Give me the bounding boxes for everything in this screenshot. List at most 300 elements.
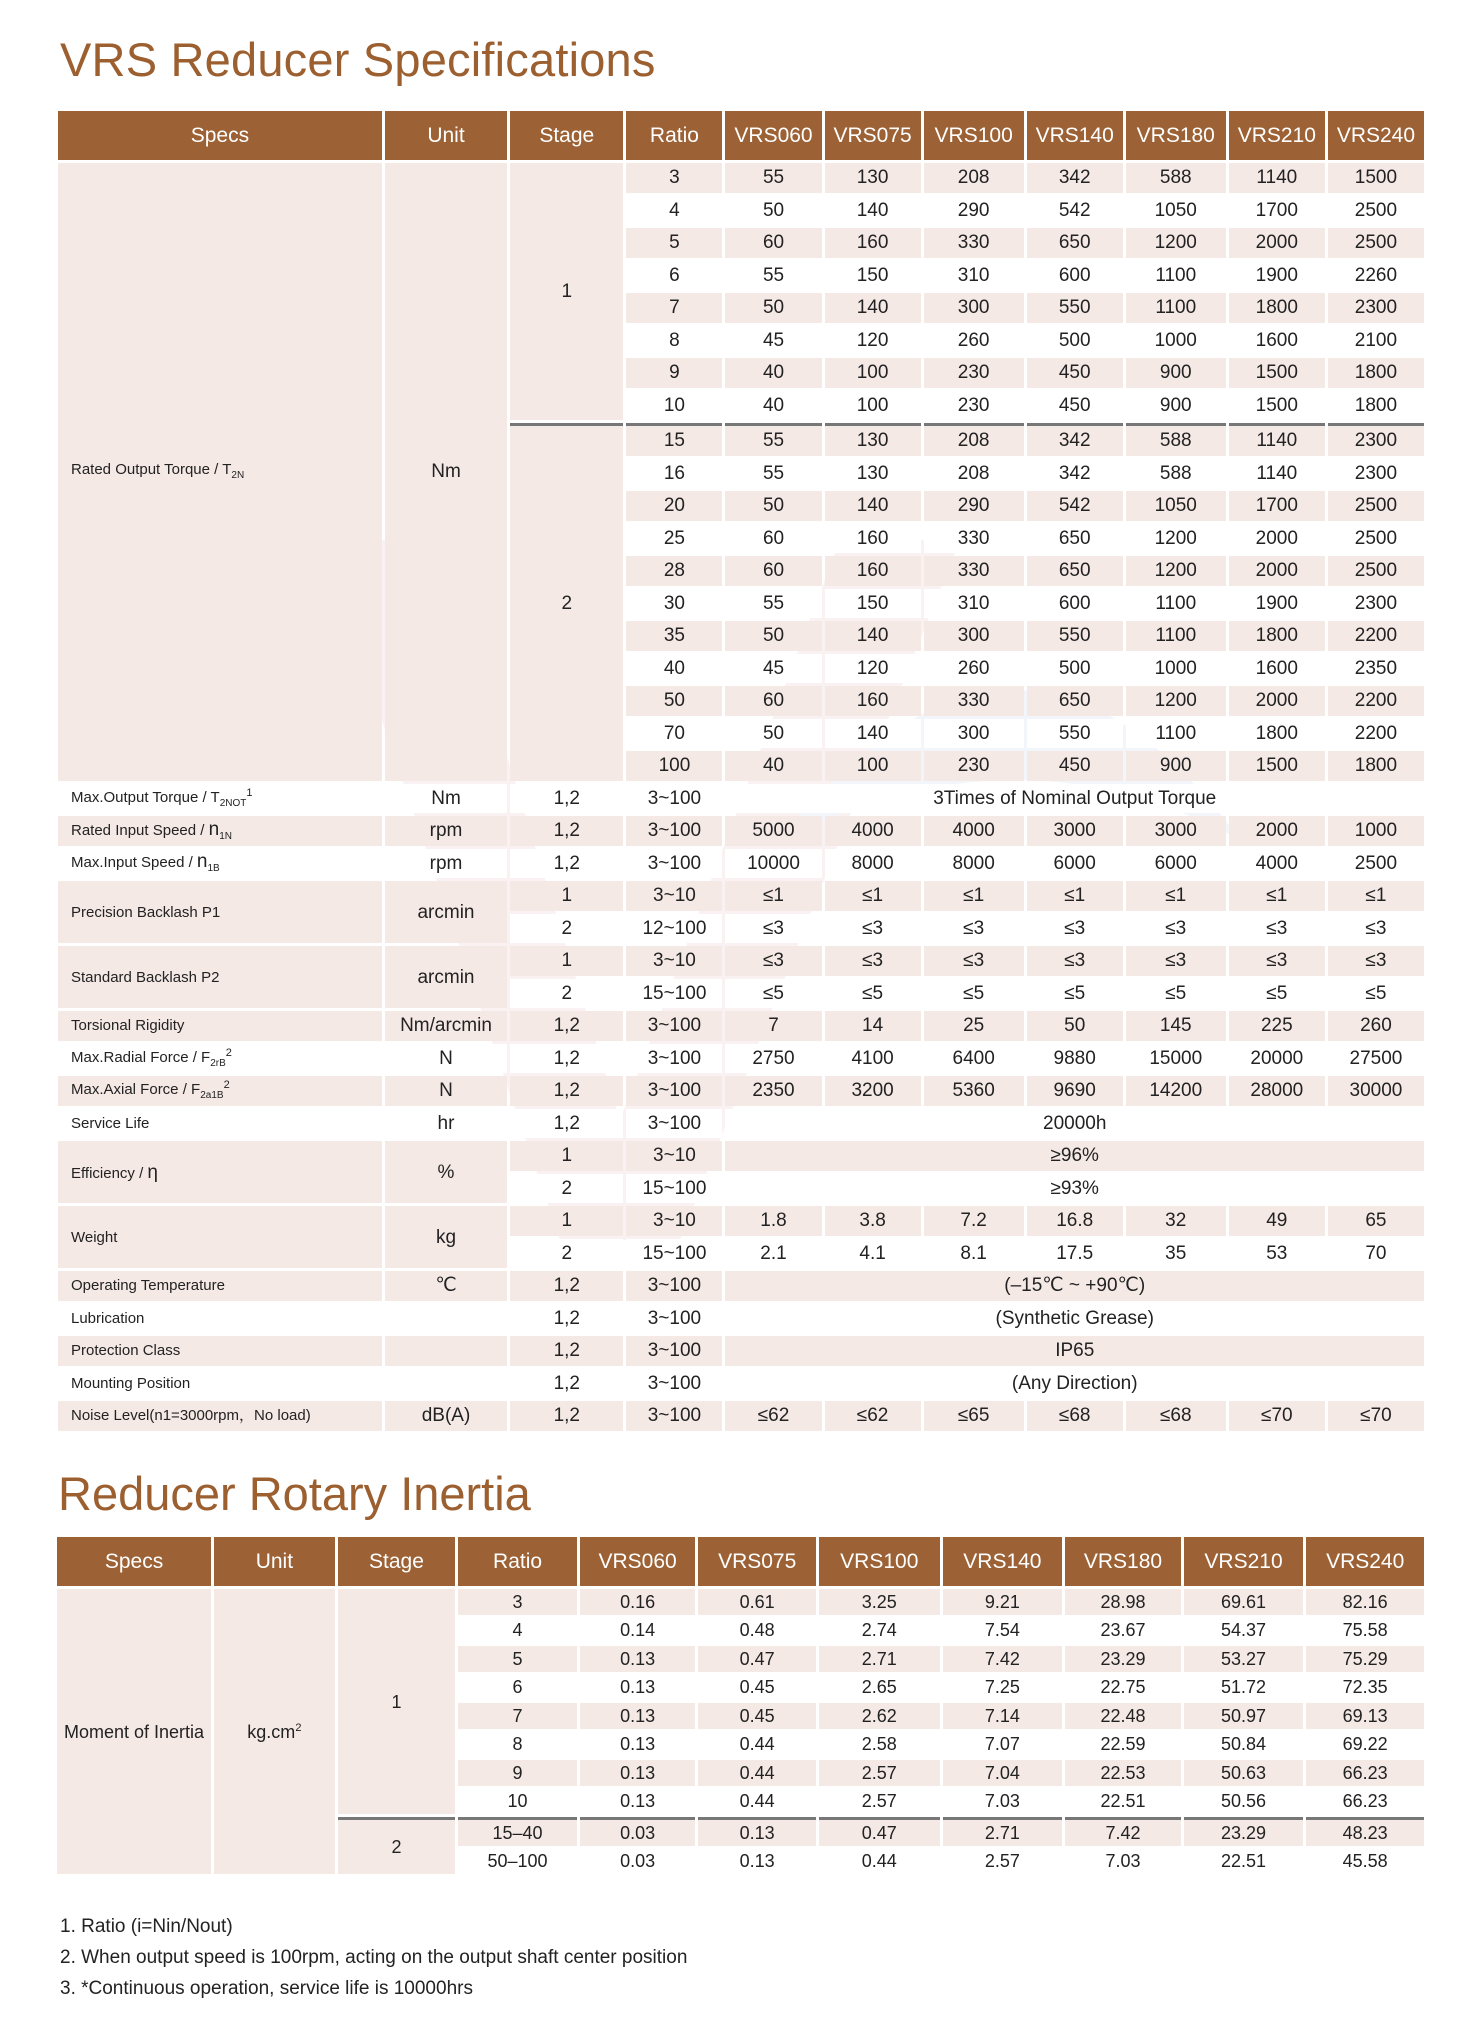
value-cell: 1500 bbox=[1229, 358, 1325, 388]
spec-label: Max.Axial Force / $F_{2a1B}^2$ bbox=[58, 1076, 382, 1106]
value-cell: 55 bbox=[725, 589, 821, 619]
ratio-cell: 7 bbox=[458, 1703, 577, 1729]
value-cell: 650 bbox=[1027, 686, 1123, 716]
unit-cell: arcmin bbox=[385, 946, 507, 1008]
value-cell: ≤1 bbox=[1328, 881, 1424, 911]
ratio-cell: 3~100 bbox=[626, 1011, 722, 1041]
value-cell: 0.44 bbox=[698, 1789, 816, 1815]
value-cell: ≤3 bbox=[825, 946, 921, 976]
ratio-cell: 25 bbox=[626, 524, 722, 554]
unit-cell: rpm bbox=[385, 849, 507, 879]
value-cell: 0.14 bbox=[580, 1618, 696, 1644]
spec-label: Standard Backlash P2 bbox=[58, 946, 382, 1008]
value-cell: 14200 bbox=[1126, 1076, 1226, 1106]
value-cell: 50.56 bbox=[1184, 1789, 1304, 1815]
value-cell: 1100 bbox=[1126, 719, 1226, 749]
value-cell: 45 bbox=[725, 654, 821, 684]
ratio-cell: 9 bbox=[458, 1760, 577, 1786]
column-header: Specs bbox=[58, 111, 382, 160]
value-cell: 2200 bbox=[1328, 686, 1424, 716]
value-cell: 69.13 bbox=[1306, 1703, 1424, 1729]
stage-cell: 1 bbox=[510, 946, 623, 976]
value-cell: 69.61 bbox=[1184, 1589, 1304, 1615]
value-cell: 50 bbox=[725, 621, 821, 651]
value-cell: 1800 bbox=[1328, 751, 1424, 781]
value-cell: 1500 bbox=[1328, 163, 1424, 193]
spec-symbol: n bbox=[208, 818, 220, 840]
value-cell: 4100 bbox=[825, 1044, 921, 1074]
value-cell: 5360 bbox=[924, 1076, 1024, 1106]
unit-cell: kg bbox=[385, 1206, 507, 1268]
value-cell: 45 bbox=[725, 326, 821, 356]
value-cell: 2.65 bbox=[819, 1675, 940, 1701]
value-cell: ≤3 bbox=[1328, 914, 1424, 944]
column-header: Ratio bbox=[626, 111, 722, 160]
value-cell: 1140 bbox=[1229, 163, 1325, 193]
table-row bbox=[58, 1401, 1424, 1431]
value-cell: 2.57 bbox=[819, 1760, 940, 1786]
spec-subscript: 2a1B bbox=[200, 1090, 224, 1102]
value-cell: ≤70 bbox=[1229, 1401, 1325, 1431]
value-cell: 310 bbox=[924, 261, 1024, 291]
value-cell: 1050 bbox=[1126, 196, 1226, 226]
value-cell: 51.72 bbox=[1184, 1675, 1304, 1701]
value-cell: 50 bbox=[1027, 1011, 1123, 1041]
column-header: Ratio bbox=[458, 1537, 577, 1586]
unit-cell: N bbox=[385, 1044, 507, 1074]
value-cell: ≤3 bbox=[1027, 914, 1123, 944]
value-cell: 30000 bbox=[1328, 1076, 1424, 1106]
ratio-cell: 4 bbox=[626, 196, 722, 226]
ratio-cell: 10 bbox=[626, 391, 722, 421]
value-cell: 1140 bbox=[1229, 459, 1325, 489]
spec-label: Operating Temperature bbox=[58, 1271, 382, 1301]
ratio-cell: 3~100 bbox=[626, 1304, 722, 1334]
value-cell: 49 bbox=[1229, 1206, 1325, 1236]
spec-symbol: n bbox=[196, 851, 208, 873]
value-cell: 0.47 bbox=[819, 1817, 940, 1846]
value-cell: 50.84 bbox=[1184, 1732, 1304, 1758]
spec-subscript: 1B bbox=[207, 863, 220, 875]
value-cell: ≤3 bbox=[725, 914, 821, 944]
value-cell: ≤1 bbox=[825, 881, 921, 911]
column-header: VRS100 bbox=[819, 1537, 940, 1586]
ratio-cell: 6 bbox=[626, 261, 722, 291]
column-header: VRS140 bbox=[1027, 111, 1123, 160]
stage-cell: 1 bbox=[510, 1206, 623, 1236]
merged-value: ≥93% bbox=[725, 1174, 1424, 1204]
value-cell: 72.35 bbox=[1306, 1675, 1424, 1701]
stage-cell: 1,2 bbox=[510, 784, 623, 814]
value-cell: 130 bbox=[825, 423, 921, 456]
value-cell: 225 bbox=[1229, 1011, 1325, 1041]
value-cell: 60 bbox=[725, 686, 821, 716]
spec-label: Protection Class bbox=[58, 1336, 382, 1366]
value-cell: ≤5 bbox=[924, 979, 1024, 1009]
value-cell: 1800 bbox=[1328, 358, 1424, 388]
value-cell: 7 bbox=[725, 1011, 821, 1041]
value-cell: 1.8 bbox=[725, 1206, 821, 1236]
value-cell: ≤3 bbox=[1328, 946, 1424, 976]
value-cell: 550 bbox=[1027, 293, 1123, 323]
stage-cell: 1 bbox=[338, 1589, 456, 1814]
value-cell: 40 bbox=[725, 391, 821, 421]
value-cell: 1500 bbox=[1229, 391, 1325, 421]
ratio-cell: 16 bbox=[626, 459, 722, 489]
value-cell: 6400 bbox=[924, 1044, 1024, 1074]
value-cell: 45.58 bbox=[1306, 1849, 1424, 1875]
value-cell: 550 bbox=[1027, 719, 1123, 749]
value-cell: ≤5 bbox=[825, 979, 921, 1009]
value-cell: 7.04 bbox=[943, 1760, 1063, 1786]
value-cell: 140 bbox=[825, 621, 921, 651]
unit-cell: N bbox=[385, 1076, 507, 1106]
ratio-cell: 3~100 bbox=[626, 1044, 722, 1074]
value-cell: 260 bbox=[1328, 1011, 1424, 1041]
value-cell: 2.1 bbox=[725, 1239, 821, 1269]
spec-subscript: 2N bbox=[231, 470, 245, 482]
ratio-cell: 5 bbox=[626, 228, 722, 258]
ratio-cell: 3~10 bbox=[626, 1206, 722, 1236]
value-cell: 2500 bbox=[1328, 524, 1424, 554]
value-cell: 1200 bbox=[1126, 556, 1226, 586]
value-cell: 15000 bbox=[1126, 1044, 1226, 1074]
spec-label: Max.Radial Force / $F_{2rB}^2$ bbox=[58, 1044, 382, 1074]
value-cell: 20000 bbox=[1229, 1044, 1325, 1074]
value-cell: 0.13 bbox=[580, 1675, 696, 1701]
value-cell: 2500 bbox=[1328, 228, 1424, 258]
stage-cell: 1 bbox=[510, 163, 623, 420]
unit-cell: hr bbox=[385, 1109, 507, 1139]
value-cell: 1600 bbox=[1229, 326, 1325, 356]
value-cell: 4.1 bbox=[825, 1239, 921, 1269]
value-cell: 150 bbox=[825, 589, 921, 619]
ratio-cell: 15–40 bbox=[458, 1817, 577, 1846]
value-cell: 7.03 bbox=[1065, 1849, 1181, 1875]
value-cell: 290 bbox=[924, 491, 1024, 521]
value-cell: ≤1 bbox=[924, 881, 1024, 911]
value-cell: 2300 bbox=[1328, 589, 1424, 619]
footnote: 3. *Continuous operation, service life is 10000hrs bbox=[60, 1978, 473, 1999]
column-header: VRS240 bbox=[1306, 1537, 1424, 1586]
value-cell: 0.47 bbox=[698, 1646, 816, 1672]
stage-cell: 2 bbox=[510, 914, 623, 944]
value-cell: 1140 bbox=[1229, 423, 1325, 456]
value-cell: 8000 bbox=[825, 849, 921, 879]
ratio-cell: 3 bbox=[458, 1589, 577, 1615]
value-cell: 1700 bbox=[1229, 196, 1325, 226]
unit-cell: % bbox=[385, 1141, 507, 1203]
table-row bbox=[58, 1336, 1424, 1366]
value-cell: 7.07 bbox=[943, 1732, 1063, 1758]
table-row bbox=[58, 1076, 1424, 1106]
value-cell: 40 bbox=[725, 358, 821, 388]
unit-cell: rpm bbox=[385, 816, 507, 846]
stage-cell: 1,2 bbox=[510, 1076, 623, 1106]
column-header: VRS075 bbox=[698, 1537, 816, 1586]
value-cell: 100 bbox=[825, 391, 921, 421]
stage-cell: 1 bbox=[510, 1141, 623, 1171]
ratio-cell: 5 bbox=[458, 1646, 577, 1672]
value-cell: 9.21 bbox=[943, 1589, 1063, 1615]
table-header-row bbox=[58, 111, 1424, 160]
value-cell: ≤5 bbox=[1027, 979, 1123, 1009]
value-cell: 500 bbox=[1027, 654, 1123, 684]
value-cell: 300 bbox=[924, 293, 1024, 323]
spec-label: Service Life bbox=[58, 1109, 382, 1139]
value-cell: 1700 bbox=[1229, 491, 1325, 521]
value-cell: 2500 bbox=[1328, 849, 1424, 879]
value-cell: 600 bbox=[1027, 261, 1123, 291]
value-cell: 1200 bbox=[1126, 228, 1226, 258]
ratio-cell: 3~10 bbox=[626, 946, 722, 976]
value-cell: 3000 bbox=[1126, 816, 1226, 846]
ratio-cell: 7 bbox=[626, 293, 722, 323]
value-cell: 160 bbox=[825, 228, 921, 258]
value-cell: 55 bbox=[725, 423, 821, 456]
value-cell: ≤3 bbox=[825, 914, 921, 944]
value-cell: ≤3 bbox=[1229, 914, 1325, 944]
value-cell: ≤3 bbox=[924, 914, 1024, 944]
value-cell: 60 bbox=[725, 524, 821, 554]
value-cell: 2.62 bbox=[819, 1703, 940, 1729]
value-cell: 650 bbox=[1027, 556, 1123, 586]
value-cell: 28000 bbox=[1229, 1076, 1325, 1106]
value-cell: ≤68 bbox=[1027, 1401, 1123, 1431]
value-cell: 50 bbox=[725, 719, 821, 749]
value-cell: 50.97 bbox=[1184, 1703, 1304, 1729]
spec-label: Max.Output Torque / $T_{2NOT}^1$ bbox=[58, 784, 382, 814]
value-cell: 160 bbox=[825, 556, 921, 586]
value-cell: 9880 bbox=[1027, 1044, 1123, 1074]
unit-cell: Nm bbox=[385, 163, 507, 781]
value-cell: 208 bbox=[924, 163, 1024, 193]
spec-label: Efficiency / η bbox=[58, 1141, 382, 1203]
value-cell: 40 bbox=[725, 751, 821, 781]
value-cell: 23.29 bbox=[1065, 1646, 1181, 1672]
section-title: Reducer Rotary Inertia bbox=[58, 1467, 531, 1520]
value-cell: 230 bbox=[924, 751, 1024, 781]
value-cell: 6000 bbox=[1126, 849, 1226, 879]
value-cell: 2100 bbox=[1328, 326, 1424, 356]
value-cell: ≤3 bbox=[1229, 946, 1325, 976]
column-header: Unit bbox=[214, 1537, 335, 1586]
value-cell: 1100 bbox=[1126, 293, 1226, 323]
value-cell: 2.71 bbox=[819, 1646, 940, 1672]
value-cell: 542 bbox=[1027, 491, 1123, 521]
ratio-cell: 15~100 bbox=[626, 1239, 722, 1269]
value-cell: 0.03 bbox=[580, 1849, 696, 1875]
value-cell: 208 bbox=[924, 423, 1024, 456]
value-cell: 650 bbox=[1027, 524, 1123, 554]
value-cell: 100 bbox=[825, 358, 921, 388]
ratio-cell: 6 bbox=[458, 1675, 577, 1701]
value-cell: 32 bbox=[1126, 1206, 1226, 1236]
value-cell: 69.22 bbox=[1306, 1732, 1424, 1758]
value-cell: 0.44 bbox=[698, 1732, 816, 1758]
value-cell: 75.29 bbox=[1306, 1646, 1424, 1672]
value-cell: 5000 bbox=[725, 816, 821, 846]
value-cell: 22.48 bbox=[1065, 1703, 1181, 1729]
ratio-cell: 28 bbox=[626, 556, 722, 586]
value-cell: 330 bbox=[924, 228, 1024, 258]
value-cell: 0.45 bbox=[698, 1703, 816, 1729]
value-cell: 2.74 bbox=[819, 1618, 940, 1644]
value-cell: ≤1 bbox=[725, 881, 821, 911]
value-cell: 2200 bbox=[1328, 621, 1424, 651]
value-cell: 100 bbox=[825, 751, 921, 781]
value-cell: 4000 bbox=[825, 816, 921, 846]
ratio-cell: 9 bbox=[626, 358, 722, 388]
value-cell: 1050 bbox=[1126, 491, 1226, 521]
value-cell: 130 bbox=[825, 459, 921, 489]
value-cell: 82.16 bbox=[1306, 1589, 1424, 1615]
value-cell: 1800 bbox=[1229, 719, 1325, 749]
value-cell: 2000 bbox=[1229, 686, 1325, 716]
value-cell: 1900 bbox=[1229, 589, 1325, 619]
value-cell: 1600 bbox=[1229, 654, 1325, 684]
value-cell: ≤1 bbox=[1229, 881, 1325, 911]
merged-value: IP65 bbox=[725, 1336, 1424, 1366]
value-cell: 588 bbox=[1126, 423, 1226, 456]
value-cell: 0.16 bbox=[580, 1589, 696, 1615]
value-cell: 120 bbox=[825, 326, 921, 356]
column-header: Stage bbox=[510, 111, 623, 160]
column-header: VRS075 bbox=[825, 111, 921, 160]
value-cell: 2300 bbox=[1328, 423, 1424, 456]
value-cell: 75.58 bbox=[1306, 1618, 1424, 1644]
value-cell: 7.54 bbox=[943, 1618, 1063, 1644]
table-row bbox=[58, 1044, 1424, 1074]
table-row bbox=[58, 1109, 1424, 1139]
ratio-cell: 3~100 bbox=[626, 1336, 722, 1366]
value-cell: 160 bbox=[825, 686, 921, 716]
value-cell: 900 bbox=[1126, 358, 1226, 388]
value-cell: 14 bbox=[825, 1011, 921, 1041]
merged-value: 3Times of Nominal Output Torque bbox=[725, 784, 1424, 814]
footnote: 2. When output speed is 100rpm, acting on the output shaft center position bbox=[60, 1947, 688, 1968]
table-row bbox=[58, 1011, 1424, 1041]
value-cell: ≤3 bbox=[1027, 946, 1123, 976]
spec-label: Mounting Position bbox=[58, 1369, 382, 1399]
value-cell: 140 bbox=[825, 293, 921, 323]
value-cell: 140 bbox=[825, 491, 921, 521]
value-cell: 1800 bbox=[1328, 391, 1424, 421]
table-row bbox=[58, 946, 1424, 976]
value-cell: 450 bbox=[1027, 391, 1123, 421]
value-cell: 66.23 bbox=[1306, 1760, 1424, 1786]
spec-subscript: 2NOT bbox=[219, 797, 247, 809]
value-cell: ≤68 bbox=[1126, 1401, 1226, 1431]
value-cell: ≤3 bbox=[924, 946, 1024, 976]
ratio-cell: 8 bbox=[626, 326, 722, 356]
value-cell: 500 bbox=[1027, 326, 1123, 356]
value-cell: 0.03 bbox=[580, 1817, 696, 1846]
table-row bbox=[58, 1304, 1424, 1334]
value-cell: 290 bbox=[924, 196, 1024, 226]
table-row bbox=[58, 1141, 1424, 1171]
value-cell: 140 bbox=[825, 196, 921, 226]
ratio-cell: 3 bbox=[626, 163, 722, 193]
merged-value: (Any Direction) bbox=[725, 1369, 1424, 1399]
spec-label: Rated Output Torque / $T_{2N}$ bbox=[58, 163, 382, 781]
spec-label: Max.Input Speed / $n_{1B}$ bbox=[58, 849, 382, 879]
stage-cell: 1,2 bbox=[510, 1109, 623, 1139]
value-cell: ≤65 bbox=[924, 1401, 1024, 1431]
value-cell: 0.44 bbox=[698, 1760, 816, 1786]
value-cell: 542 bbox=[1027, 196, 1123, 226]
value-cell: 2.71 bbox=[943, 1817, 1063, 1846]
ratio-cell: 35 bbox=[626, 621, 722, 651]
ratio-cell: 3~100 bbox=[626, 849, 722, 879]
value-cell: 1100 bbox=[1126, 621, 1226, 651]
spec-label: Noise Level(n1=3000rpm，No load) bbox=[58, 1401, 382, 1431]
table-header-row bbox=[57, 1537, 1424, 1586]
value-cell: 50 bbox=[725, 293, 821, 323]
value-cell: 2000 bbox=[1229, 816, 1325, 846]
value-cell: ≤5 bbox=[725, 979, 821, 1009]
value-cell: 22.51 bbox=[1184, 1849, 1304, 1875]
ratio-cell: 3~100 bbox=[626, 1271, 722, 1301]
value-cell: 900 bbox=[1126, 391, 1226, 421]
value-cell: 2.58 bbox=[819, 1732, 940, 1758]
value-cell: 2.57 bbox=[819, 1789, 940, 1815]
value-cell: 22.51 bbox=[1065, 1789, 1181, 1815]
value-cell: ≤5 bbox=[1126, 979, 1226, 1009]
value-cell: 2350 bbox=[725, 1076, 821, 1106]
value-cell: 0.13 bbox=[698, 1817, 816, 1846]
value-cell: 4000 bbox=[1229, 849, 1325, 879]
value-cell: 70 bbox=[1328, 1239, 1424, 1269]
spec-label: Precision Backlash P1 bbox=[58, 881, 382, 943]
value-cell: 1500 bbox=[1229, 751, 1325, 781]
value-cell: 450 bbox=[1027, 751, 1123, 781]
spec-superscript: 2 bbox=[223, 1079, 230, 1092]
value-cell: ≤3 bbox=[1126, 946, 1226, 976]
spec-subscript: 2rB bbox=[210, 1057, 226, 1069]
stage-cell: 2 bbox=[510, 979, 623, 1009]
value-cell: 3.25 bbox=[819, 1589, 940, 1615]
ratio-cell: 30 bbox=[626, 589, 722, 619]
value-cell: 2500 bbox=[1328, 196, 1424, 226]
unit-cell: $kg.cm^2$ bbox=[214, 1589, 335, 1874]
table-row bbox=[58, 784, 1424, 814]
column-header: Stage bbox=[338, 1537, 456, 1586]
unit-cell: dB(A) bbox=[385, 1401, 507, 1431]
value-cell: 28.98 bbox=[1065, 1589, 1181, 1615]
value-cell: 7.42 bbox=[1065, 1817, 1181, 1846]
value-cell: 260 bbox=[924, 654, 1024, 684]
value-cell: 450 bbox=[1027, 358, 1123, 388]
stage-cell: 1,2 bbox=[510, 849, 623, 879]
value-cell: 7.25 bbox=[943, 1675, 1063, 1701]
value-cell: 55 bbox=[725, 459, 821, 489]
ratio-cell: 10 bbox=[458, 1789, 577, 1815]
value-cell: ≤70 bbox=[1328, 1401, 1424, 1431]
spec-superscript: 2 bbox=[225, 1046, 232, 1059]
value-cell: 0.48 bbox=[698, 1618, 816, 1644]
value-cell: 160 bbox=[825, 524, 921, 554]
value-cell: 1200 bbox=[1126, 524, 1226, 554]
value-cell: 0.13 bbox=[580, 1646, 696, 1672]
value-cell: 60 bbox=[725, 556, 821, 586]
value-cell: 1200 bbox=[1126, 686, 1226, 716]
value-cell: 3000 bbox=[1027, 816, 1123, 846]
stage-cell: 1,2 bbox=[510, 1401, 623, 1431]
value-cell: 8.1 bbox=[924, 1239, 1024, 1269]
unit-cell: ℃ bbox=[385, 1271, 507, 1301]
column-header: VRS180 bbox=[1126, 111, 1226, 160]
